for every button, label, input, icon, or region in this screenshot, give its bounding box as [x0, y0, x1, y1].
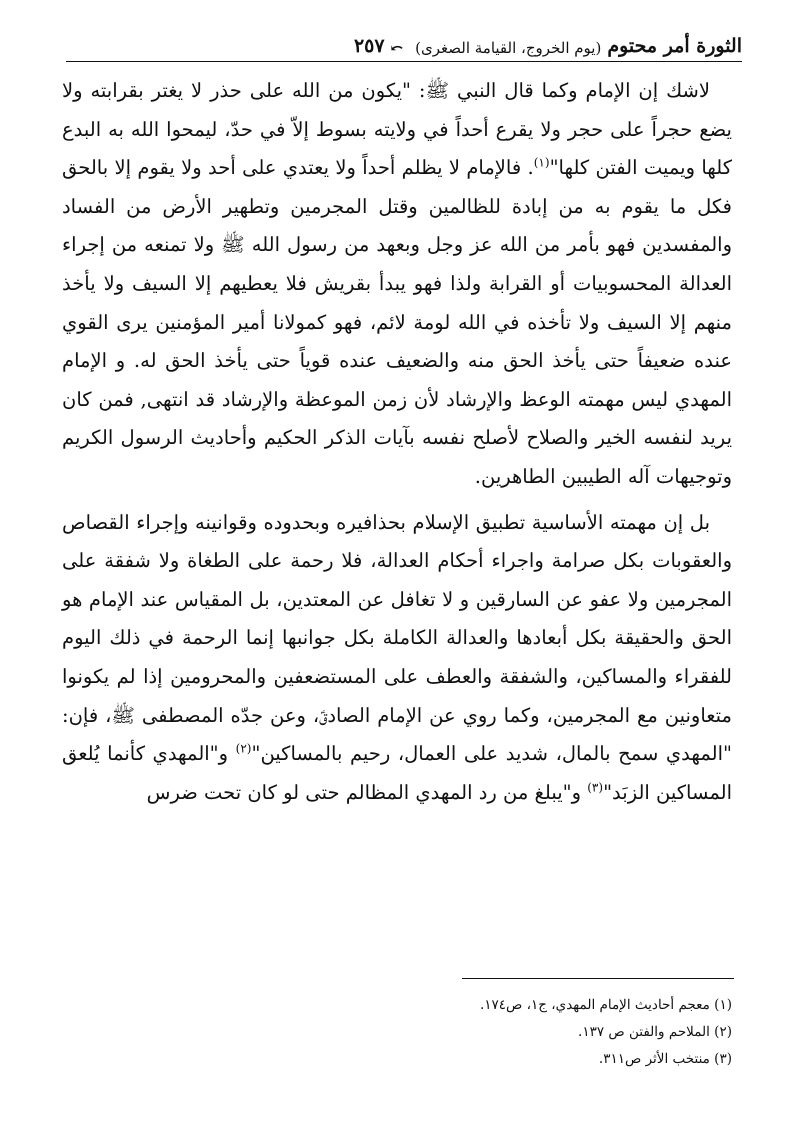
footnote-1: (١) معجم أحاديث الإمام المهدي، ج١، ص١٧٤. [479, 997, 732, 1013]
body-paragraph [62, 72, 732, 497]
footnote-separator [462, 978, 734, 979]
footnote-reference: (٣) [587, 780, 604, 795]
header-ornament: ⤺ [390, 39, 404, 57]
paragraph-text: و"يبلغ من رد المهدي المظالم حتى لو كان تحت ضرس [146, 780, 588, 804]
body-paragraph [62, 504, 732, 813]
paragraph-text: لاشك إن الإمام وكما قال النبي ﷺ: "يكون من الله على حذر لا يغتر بقرابته ولا يضع حجراً على حجر ولا يقرع أحداً في ولايته بسوط إلاّ في حدّ، ليمحوا الله به البدع كلها ويميت الفتن كلها" [62, 79, 732, 180]
footnote-2: (٢) الملاحم والفتن ص ١٣٧. [578, 1024, 732, 1040]
header-subtitle: (يوم الخروج، القيامة الصغرى) [415, 39, 602, 57]
header-title: الثورة أمر محتوم [607, 35, 742, 57]
footnote-reference: (١) [533, 155, 550, 170]
footnote-3: (٣) منتخب الأثر ص٣١١. [598, 1051, 732, 1067]
footnotes [332, 992, 732, 1073]
paragraph-text: بل إن مهمته الأساسية تطبيق الإسلام بحذافيره وبحدوده وقوانينه وإجراء القصاص والعقوبات بكل صرامة واجراء أحكام العدالة، فلا رحمة على الطغاة ولا شفقة على المجرمين ولا عفو عن السارقين و لا تغافل عن المعتدين، بل المقياس عند الإمام هو الحق والحقيقة بكل أبعادها والعدالة الكاملة بكل جوانبها إنما الرحمة في ذلك اليوم للفقراء والمساكين، والشفقة والعطف على المستضعفين والمحرومين إذا لم يكونوا متعاونين مع المجرمين، وكما روي عن الإمام الصادقؑ، وعن جدّه المصطفى ﷺ، فإن: "المهدي سمح بالمال، شديد على العمال، رحيم بالمساكين" [62, 510, 732, 766]
page-number: ٢٥٧ [353, 35, 385, 57]
main-body-text [62, 72, 732, 812]
paragraph-text: . فالإمام لا يظلم أحداً ولا يعتدي على أحد ولا يقوم إلا بالحق فكل ما يقوم به من إبادة للظالمين وقتل المجرمين وتطهير الأرض من الفساد والمفسدين فهو بأمر من الله عز وجل وبعهد من رسول الله ﷺ ولا تمنعه من إجراء العدالة المحسوبيات أو القرابة ولذا فهو يبدأ بقريش فلا يعطيهم إلا السيف ولا يأخذ منهم إلا السيف ولا تأخذه في الله لومة لائم، فهو كمولانا أمير المؤمنين يرى القوي عنده ضعيفاً حتى يأخذ الحق منه والضعيف عنده قوياً حتى يأخذ الحق له. و الإمام المهدي ليس مهمته الوعظ والإرشاد لأن زمن الموعظة والإرشاد قد انتهى, فمن كان يريد لنفسه الخير والصلاح لأصلح نفسه بآيات الذكر الحكيم وأحاديث الرسول الكريم وتوجيهات آله الطيبين الطاهرين. [62, 156, 732, 488]
running-header [66, 28, 742, 62]
footnote-reference: (٢) [235, 741, 252, 756]
paragraph-text: و"المهدي كأنما يُلعق المساكين الزبَد" [62, 742, 732, 804]
